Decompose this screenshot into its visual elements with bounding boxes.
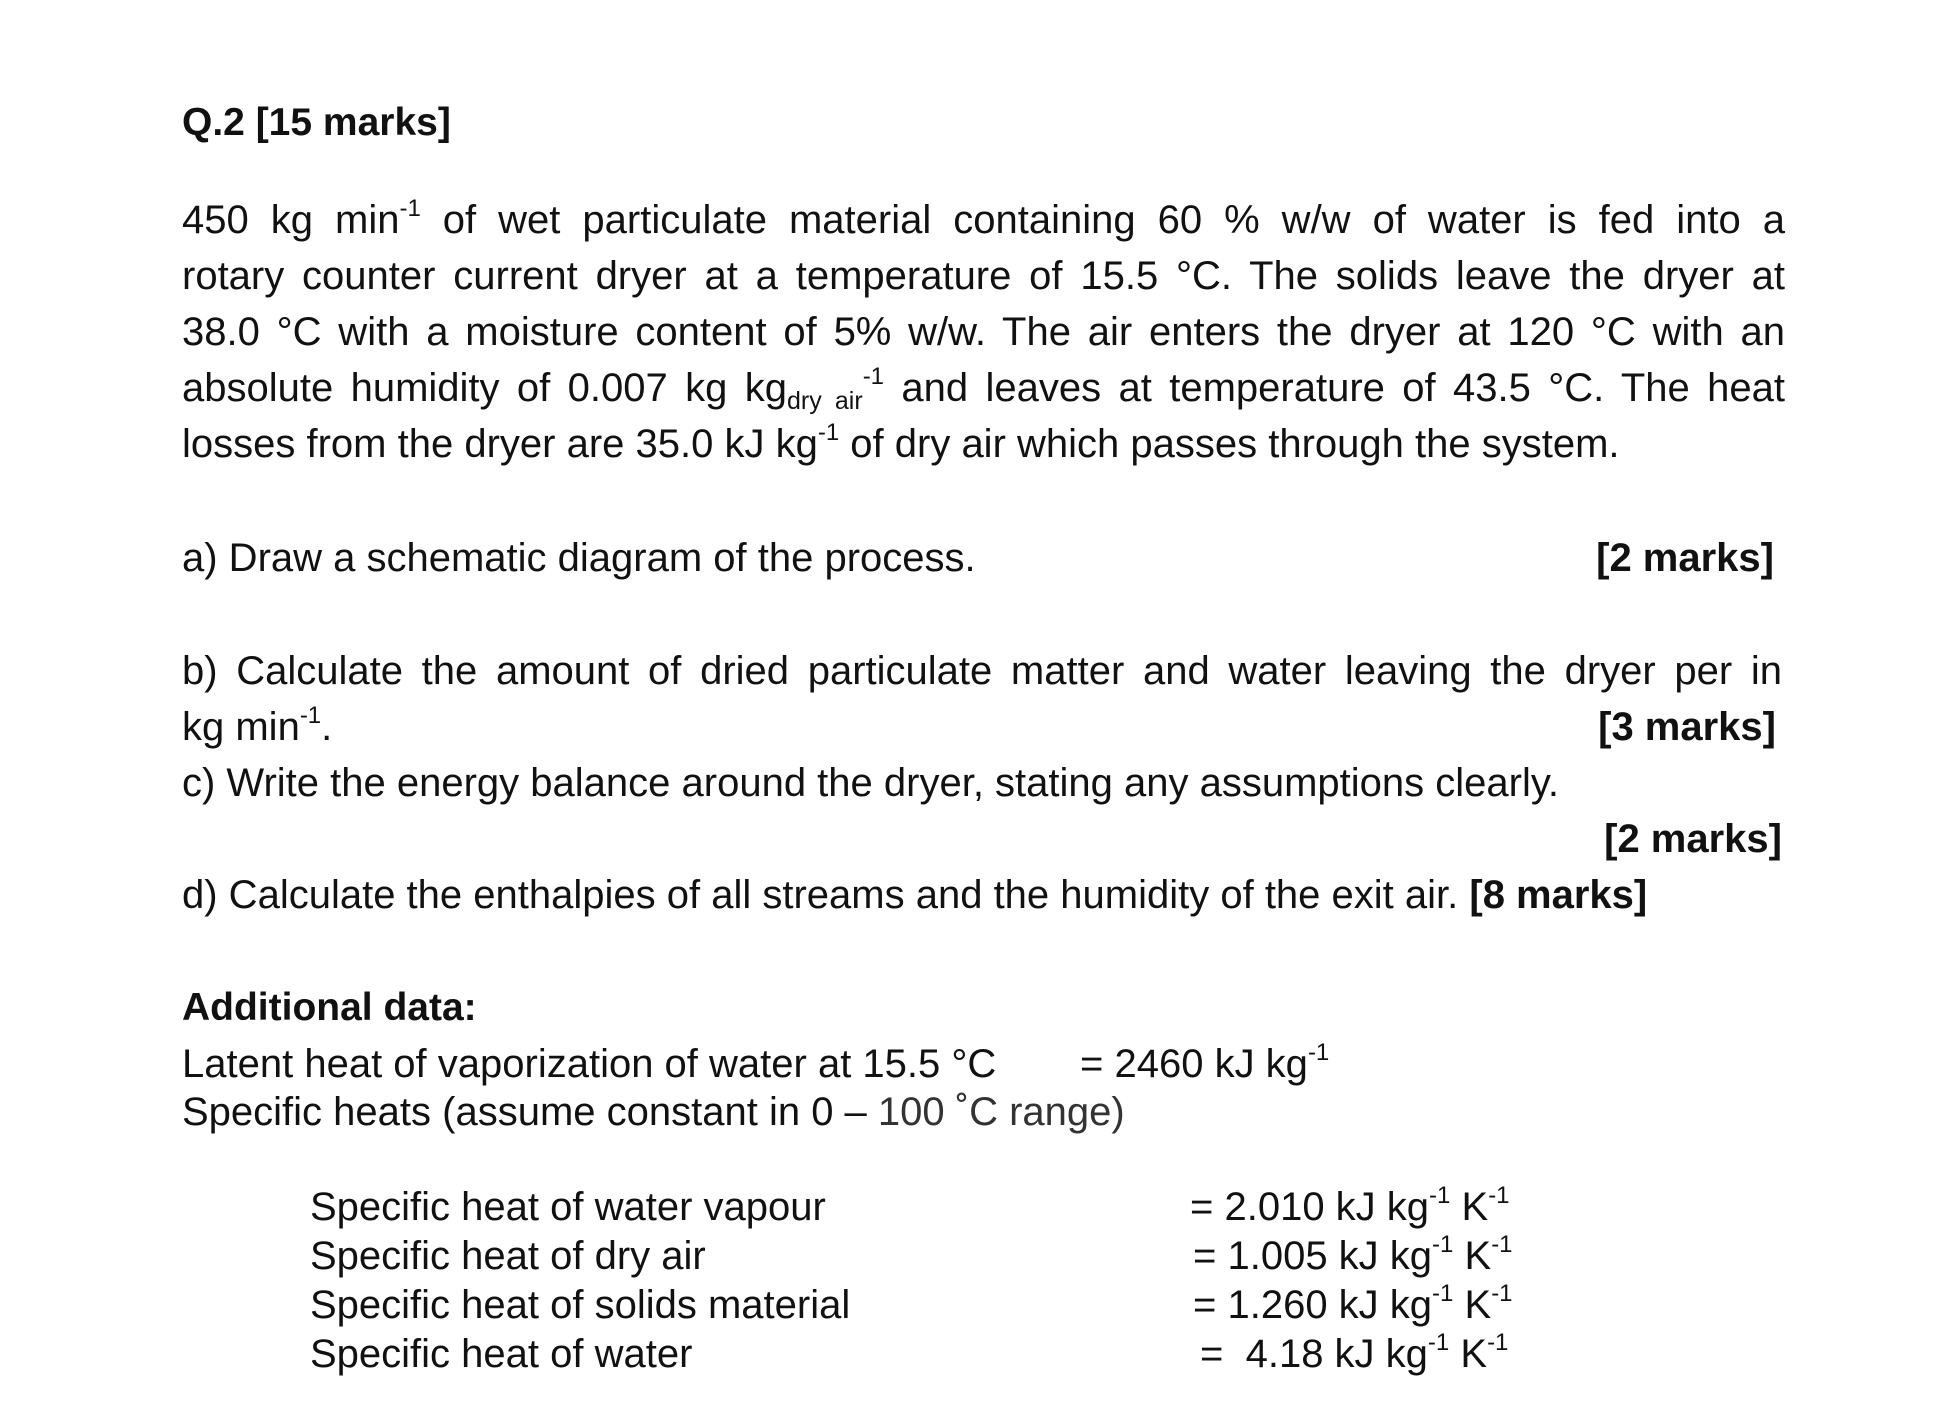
part-c-text: c) Write the energy balance around the dryer, stating any assumptions clearly. — [182, 761, 1560, 805]
latent-heat-number: = 2460 kJ kg — [1080, 1042, 1308, 1086]
superscript: -1 — [1432, 1280, 1454, 1307]
part-d-marks: [8 marks] — [1469, 873, 1648, 917]
superscript: -1 — [1307, 1039, 1330, 1066]
superscript: -1 — [1487, 1329, 1509, 1356]
part-b-line-2 — [182, 703, 332, 751]
spec-heat-row-label: Specific heat of water vapour — [310, 1185, 826, 1229]
paragraph-line-2: rotary counter current dryer at a temperature of 15.5 °C. The solids leave the dryer at — [182, 254, 1785, 298]
superscript: -1 — [1491, 1280, 1513, 1307]
spec-heat-row-value — [1193, 1281, 1513, 1329]
intro-text: Specific heats (assume constant in 0 – — [182, 1090, 878, 1134]
paragraph-line-5 — [182, 420, 1620, 468]
paragraph-text: of dry air which passes through the system. — [839, 422, 1620, 466]
spec-heat-row-label: Specific heat of water — [310, 1332, 693, 1376]
spec-heat-row-value — [1190, 1183, 1510, 1231]
paragraph-text: 450 kg min — [182, 198, 400, 242]
paragraph-text: absolute humidity of 0.007 kg kg — [182, 366, 787, 410]
value-text: = 4.18 kJ kg — [1200, 1332, 1428, 1376]
paragraph-line-4 — [182, 363, 1785, 415]
additional-heading: Additional data: — [182, 986, 477, 1029]
latent-heat-label: Latent heat of vaporization of water at 15.5 °C — [182, 1042, 997, 1086]
part-b-line-1: b) Calculate the amount of dried particulate matter and water leaving the dryer per in — [182, 649, 1782, 693]
paragraph-text: of wet particulate material containing 60 % w/w of water is fed into a — [420, 198, 1785, 242]
part-c-marks: [2 marks] — [1604, 817, 1782, 861]
paragraph-text: and leaves at temperature of 43.5 °C. The heat — [884, 366, 1785, 410]
latent-heat-value — [1080, 1040, 1329, 1088]
spec-heat-row-value — [1200, 1330, 1508, 1378]
superscript: -1 — [1432, 1231, 1454, 1258]
part-a-marks: [2 marks] — [1596, 536, 1774, 580]
superscript: -1 — [1429, 1182, 1451, 1209]
value-text: = 2.010 kJ kg — [1190, 1185, 1430, 1229]
part-b-text: . — [321, 705, 333, 749]
subscript: dry air — [786, 387, 863, 415]
value-unit: K — [1453, 1234, 1492, 1278]
part-d-line — [182, 871, 1647, 919]
spec-heat-row-value — [1193, 1232, 1513, 1280]
part-b-text: kg min — [182, 705, 300, 749]
superscript: -1 — [817, 419, 840, 446]
spec-heat-row-label: Specific heat of solids material — [310, 1283, 851, 1327]
part-b-marks: [3 marks] — [1598, 705, 1776, 749]
part-d-text: d) Calculate the enthalpies of all streams and the humidity of the exit air. — [182, 873, 1470, 917]
specific-heats-intro — [182, 1088, 1125, 1136]
superscript: -1 — [1488, 1182, 1510, 1209]
paragraph-text: losses from the dryer are 35.0 kJ kg — [182, 422, 818, 466]
intro-text: 100 ˚C range) — [877, 1090, 1125, 1134]
value-unit: K — [1449, 1332, 1488, 1376]
superscript: -1 — [299, 702, 322, 729]
spec-heat-row-label: Specific heat of dry air — [310, 1234, 706, 1278]
paragraph-line-1 — [182, 196, 1785, 244]
superscript: -1 — [399, 195, 421, 222]
superscript: -1 — [862, 363, 885, 390]
value-text: = 1.005 kJ kg — [1193, 1234, 1433, 1278]
value-text: = 1.260 kJ kg — [1193, 1283, 1433, 1327]
part-a-text: a) Draw a schematic diagram of the process. — [182, 536, 976, 580]
value-unit: K — [1450, 1185, 1489, 1229]
value-unit: K — [1453, 1283, 1492, 1327]
paragraph-line-3: 38.0 °C with a moisture content of 5% w/w. The air enters the dryer at 120 °C with an — [182, 310, 1785, 354]
superscript: -1 — [1427, 1329, 1450, 1356]
question-title: Q.2 [15 marks] — [182, 101, 451, 144]
superscript: -1 — [1491, 1231, 1513, 1258]
